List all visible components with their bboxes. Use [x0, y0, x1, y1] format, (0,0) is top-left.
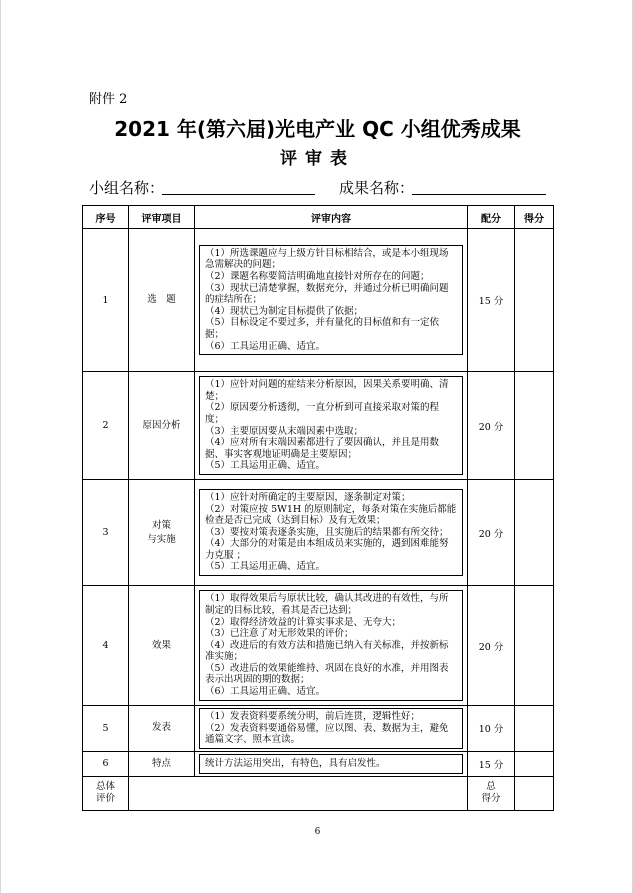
criterion-line: （3）主要原因要从末端因素中选取； — [205, 425, 364, 437]
total-row — [83, 776, 554, 810]
criterion-line: （4）应对所有末端因素都进行了要因确认，并且是用数据、事实客观地证明确是主要原因； — [205, 437, 440, 460]
header-no: 序号 — [83, 206, 129, 229]
total-score-label — [468, 776, 515, 810]
criterion-line: （2）原因要分析透彻，一直分析到可直接采取对策的程度； — [205, 402, 440, 425]
criterion-line: （1）所选课题应与上级方针目标相结合，或是本小组现场急需解决的问题； — [205, 247, 449, 271]
document-subtitle: 评审表 — [280, 149, 355, 169]
allotted-score: 20 分 — [468, 372, 515, 480]
result-name-label: 成果名称： — [339, 179, 415, 197]
row-number: 1 — [83, 229, 129, 372]
criterion-line: （4）现状已为制定目标提供了依据； — [205, 305, 364, 317]
criterion-line: （4）大部分的对策是由本组成员来实施的，遇到困难能努力克服 ； — [205, 538, 449, 561]
review-table — [82, 205, 554, 811]
criterion-line: （2）课题名称要简洁明确地直接针对所存在的问题； — [205, 271, 430, 283]
review-content-box — [199, 754, 463, 774]
obtained-score-field[interactable] — [515, 586, 554, 706]
criterion-line: （2）取得经济效益的计算实事求是、无夸大； — [205, 616, 402, 628]
total-evaluation-label — [83, 776, 129, 810]
review-content — [195, 372, 468, 480]
review-content — [195, 480, 468, 586]
header-points: 得分 — [515, 206, 554, 229]
row-number: 3 — [83, 480, 129, 586]
review-item: 选 题 — [129, 229, 195, 372]
review-item: 原因分析 — [129, 372, 195, 480]
group-name-label: 小组名称： — [89, 179, 165, 197]
row-number: 4 — [83, 586, 129, 706]
document-title: 2021 年(第六届)光电产业 QC 小组优秀成果 — [114, 117, 521, 141]
table-row — [83, 751, 554, 776]
obtained-score-field[interactable] — [515, 372, 554, 480]
table-header-row — [83, 206, 554, 229]
review-content — [195, 751, 468, 776]
obtained-score-field[interactable] — [515, 751, 554, 776]
criterion-line: （3）已注意了对无形效果的评价； — [205, 628, 354, 640]
criterion-line: （3）要按对策表逐条实施，且实施后的结果都有所交待； — [205, 526, 449, 538]
criterion-line: （6）工具运用正确、适宜。 — [205, 340, 326, 352]
criterion-line: （5）目标设定不要过多，并有量化的目标值和有一定依据； — [205, 317, 440, 340]
obtained-score-field[interactable] — [515, 706, 554, 752]
review-item: 发表 — [129, 706, 195, 752]
review-content — [195, 706, 468, 752]
header-score: 配分 — [468, 206, 515, 229]
review-item: 特点 — [129, 751, 195, 776]
result-name-field[interactable] — [412, 194, 546, 195]
criterion-line: 统计方法运用突出，有特色，具有启发性。 — [205, 757, 386, 769]
obtained-score-field[interactable] — [515, 229, 554, 372]
allotted-score: 15 分 — [468, 229, 515, 372]
attachment-label: 附件 2 — [89, 92, 128, 107]
allotted-score: 15 分 — [468, 751, 515, 776]
criterion-line: （1）取得效果后与原状比较，确认其改进的有效性，与所制定的目标比较，看其是否已达到； — [205, 593, 449, 616]
review-content-box — [199, 245, 463, 355]
table-row — [83, 706, 554, 752]
group-name-field[interactable] — [162, 194, 315, 195]
total-evaluation-text: 总体 评价 — [95, 781, 115, 805]
criterion-line: （5）工具运用正确、适宜。 — [205, 460, 326, 472]
row-number: 2 — [83, 372, 129, 480]
criterion-line: （5）工具运用正确、适宜。 — [205, 561, 326, 573]
table-row — [83, 229, 554, 372]
header-fields — [89, 177, 559, 199]
allotted-score: 20 分 — [468, 586, 515, 706]
allotted-score: 10 分 — [468, 706, 515, 752]
table-row — [83, 372, 554, 480]
criterion-line: （3）现状已清楚掌握，数据充分，并通过分析已明确问题的症结所在； — [205, 282, 449, 306]
header-item: 评审项目 — [129, 206, 195, 229]
total-evaluation-field[interactable] — [129, 776, 468, 810]
review-content-box — [199, 708, 463, 749]
row-number: 5 — [83, 706, 129, 752]
review-content-box — [199, 489, 463, 576]
total-score-field[interactable] — [515, 776, 554, 810]
total-score-text: 总 得分 — [481, 781, 501, 805]
review-content — [195, 586, 468, 706]
table-row — [83, 586, 554, 706]
criterion-line: （2）发表资料要通俗易懂，应以图、表、数据为主，避免通篇文字、照本宣读。 — [205, 722, 449, 746]
table-row — [83, 480, 554, 586]
criterion-line: （2）对策应按 5W1H 的原则制定，每条对策在实施后都能检查是否已完成（达到目标）及有无效果； — [205, 503, 457, 527]
review-item: 对策 与实施 — [129, 480, 195, 586]
row-number: 6 — [83, 751, 129, 776]
criterion-line: （5）改进后的效果能维持、巩固在良好的水准，并用图表表示出巩固的期的数据； — [205, 662, 449, 686]
review-content — [195, 229, 468, 372]
header-content: 评审内容 — [195, 206, 468, 229]
review-content-box — [199, 376, 463, 475]
obtained-score-field[interactable] — [515, 480, 554, 586]
review-content-box — [199, 590, 463, 700]
allotted-score: 20 分 — [468, 480, 515, 586]
page-number: 6 — [314, 827, 321, 837]
criterion-line: （1）应针对所确定的主要原因，逐条制定对策； — [205, 491, 411, 503]
criterion-line: （1）发表资料要系统分明，前后连贯，逻辑性好； — [205, 711, 421, 722]
criterion-line: （4）改进后的有效方法和措施已纳入有关标准，并按新标准实施； — [205, 639, 449, 663]
criterion-line: （1）应针对问题的症结来分析原因，因果关系要明确、清楚； — [205, 379, 449, 402]
criterion-line: （6）工具运用正确、适宜。 — [205, 686, 326, 698]
review-item: 效果 — [129, 586, 195, 706]
